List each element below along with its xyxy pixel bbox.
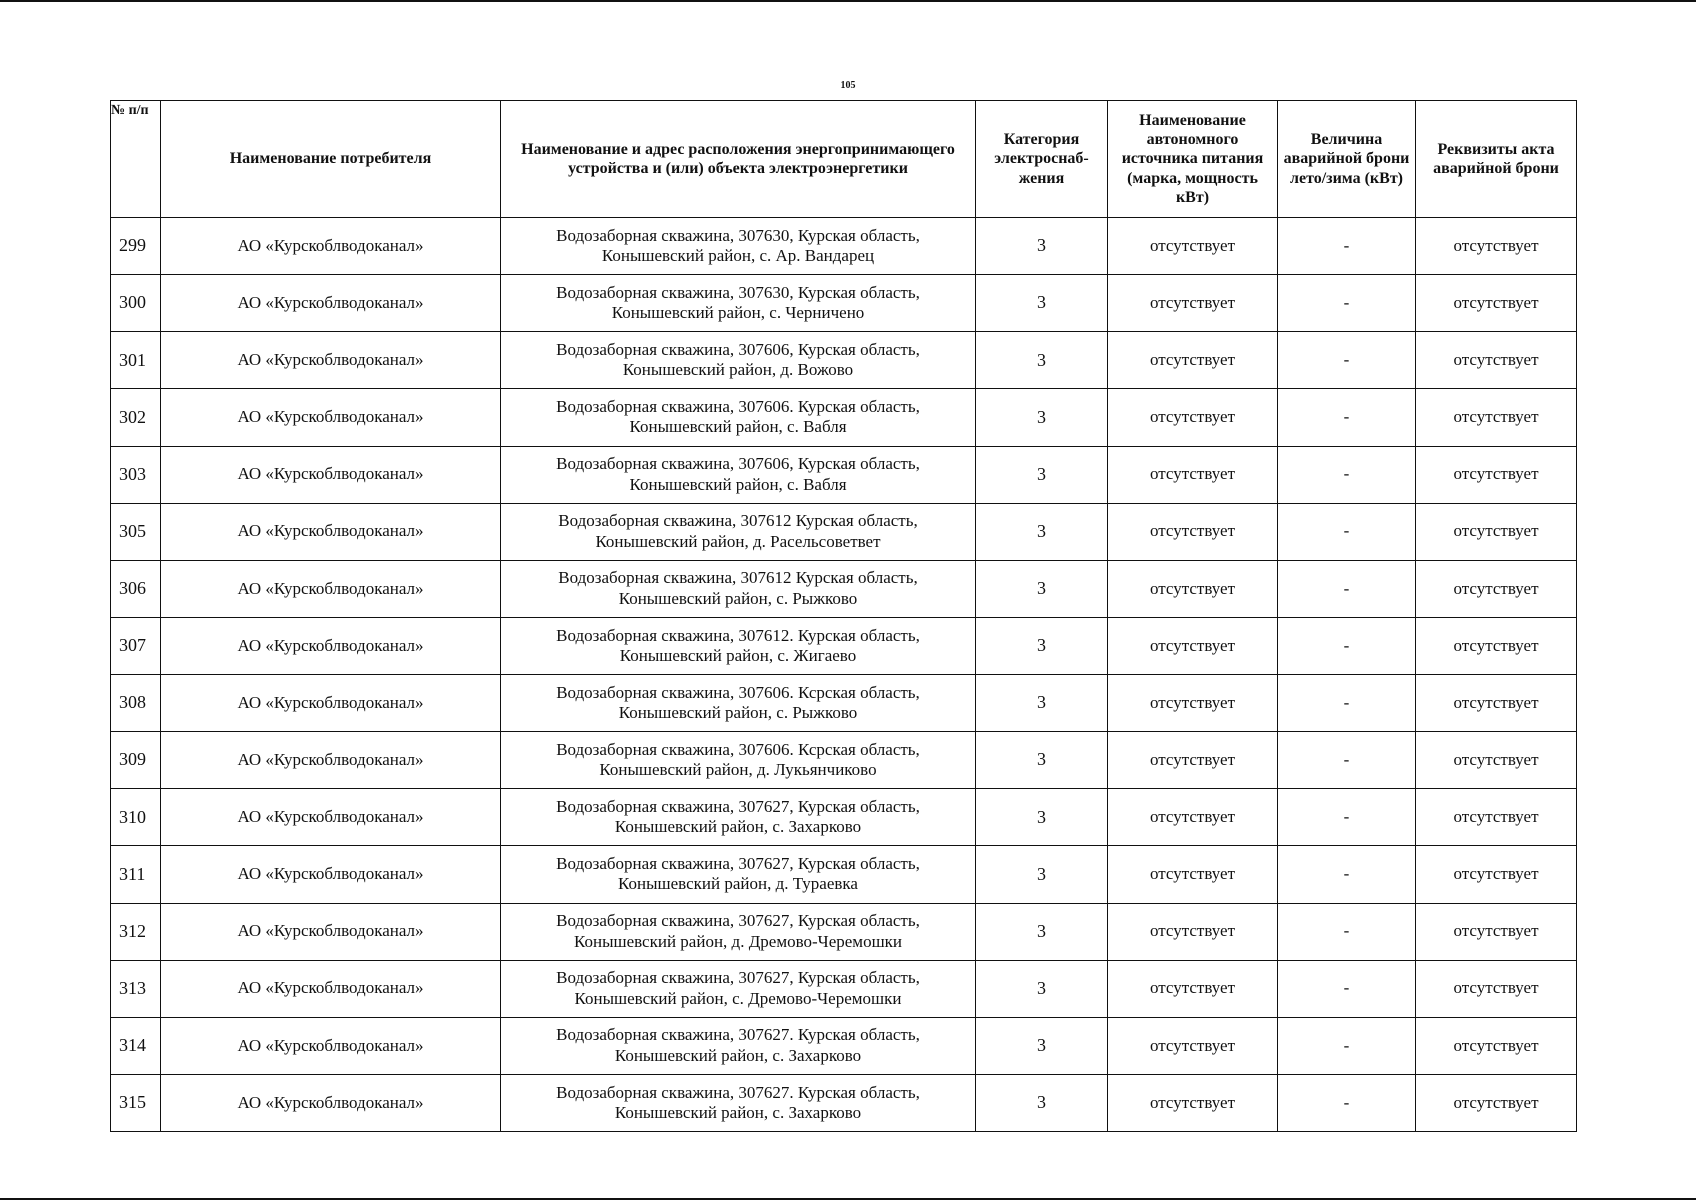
reserve-value-text: - bbox=[1343, 464, 1350, 484]
act-details-text: отсутствует bbox=[1453, 921, 1539, 941]
supply-category bbox=[976, 1074, 1108, 1131]
power-source-text: отсутствует bbox=[1149, 864, 1236, 884]
act-details bbox=[1416, 218, 1577, 275]
header-act-details: Реквизиты акта аварийной брони bbox=[1416, 101, 1577, 218]
table-header-row bbox=[111, 101, 1577, 218]
supply-category bbox=[976, 789, 1108, 846]
consumer-name bbox=[161, 617, 501, 674]
row-number-text: 311 bbox=[119, 863, 146, 884]
consumer-name-text: АО «Курскоблводоканал» bbox=[237, 350, 424, 370]
power-source bbox=[1108, 960, 1278, 1017]
power-source-text: отсутствует bbox=[1149, 1092, 1236, 1112]
power-source-text: отсутствует bbox=[1149, 807, 1236, 827]
object-address-text: Конышевский район, д. Тураевка bbox=[618, 874, 858, 894]
consumer-name-text: АО «Курскоблводоканал» bbox=[237, 864, 424, 884]
header-number: № п/п bbox=[111, 101, 161, 218]
power-source-text: отсутствует bbox=[1149, 978, 1236, 998]
object-address-text: Водозаборная скважина, 307627, Курская область, bbox=[556, 796, 920, 816]
supply-category bbox=[976, 903, 1108, 960]
power-source bbox=[1108, 560, 1278, 617]
act-details-text: отсутствует bbox=[1453, 1035, 1539, 1055]
row-number bbox=[111, 503, 161, 560]
act-details-text: отсутствует bbox=[1453, 864, 1539, 884]
reserve-value bbox=[1278, 789, 1416, 846]
object-address-text: Водозаборная скважина, 307627. Курская область, bbox=[556, 1025, 920, 1045]
supply-category bbox=[976, 218, 1108, 275]
header-category: Категория электроснаб-жения bbox=[976, 101, 1108, 218]
consumer-name-text: АО «Курскоблводоканал» bbox=[237, 807, 424, 827]
object-address-text: Водозаборная скважина, 307606. Ксрская область, bbox=[556, 682, 920, 702]
supply-category-text: 3 bbox=[1037, 1092, 1046, 1113]
supply-category-text: 3 bbox=[1037, 977, 1046, 998]
row-number-text: 309 bbox=[119, 749, 146, 770]
object-address-text: Конышевский район, с. Захарково bbox=[614, 1102, 862, 1122]
power-source bbox=[1108, 503, 1278, 560]
supply-category bbox=[976, 503, 1108, 560]
header-address: Наименование и адрес расположения энергопринимающего устройства и (или) объекта электроэнергетики bbox=[501, 101, 976, 218]
act-details bbox=[1416, 1074, 1577, 1131]
supply-category bbox=[976, 846, 1108, 903]
act-details bbox=[1416, 503, 1577, 560]
row-number bbox=[111, 789, 161, 846]
row-number-text: 301 bbox=[119, 349, 146, 370]
object-address-text: Водозаборная скважина, 307627, Курская область, bbox=[556, 854, 920, 874]
consumer-name bbox=[161, 389, 501, 446]
power-source-text: отсутствует bbox=[1149, 749, 1236, 769]
object-address-text: Конышевский район, с. Вабля bbox=[629, 474, 847, 494]
power-source-text: отсутствует bbox=[1149, 235, 1236, 255]
row-number-text: 308 bbox=[119, 692, 146, 713]
power-source bbox=[1108, 446, 1278, 503]
object-address bbox=[501, 446, 976, 503]
row-number-text: 299 bbox=[119, 235, 146, 256]
act-details-text: отсутствует bbox=[1453, 407, 1539, 427]
object-address-text: Водозаборная скважина, 307627, Курская область, bbox=[556, 911, 920, 931]
consumer-name-text: АО «Курскоблводоканал» bbox=[237, 921, 424, 941]
object-address-text: Конышевский район, с. Рыжково bbox=[618, 703, 858, 723]
row-number-text: 310 bbox=[119, 806, 146, 827]
consumer-name-text: АО «Курскоблводоканал» bbox=[237, 1092, 424, 1112]
object-address-text: Конышевский район, д. Вожово bbox=[622, 360, 854, 380]
reserve-value bbox=[1278, 675, 1416, 732]
row-number-text: 315 bbox=[119, 1092, 146, 1113]
reserve-value bbox=[1278, 503, 1416, 560]
row-number-text: 305 bbox=[119, 520, 146, 541]
consumer-name-text: АО «Курскоблводоканал» bbox=[237, 635, 424, 655]
supply-category-text: 3 bbox=[1037, 863, 1046, 884]
table-row bbox=[111, 446, 1577, 503]
consumer-name-text: АО «Курскоблводоканал» bbox=[237, 235, 424, 255]
reserve-value-text: - bbox=[1343, 864, 1350, 884]
act-details-text: отсутствует bbox=[1453, 464, 1539, 484]
object-address bbox=[501, 560, 976, 617]
object-address bbox=[501, 389, 976, 446]
object-address-text: Конышевский район, с. Вабля bbox=[629, 417, 847, 437]
consumer-name-text: АО «Курскоблводоканал» bbox=[237, 1035, 424, 1055]
row-number-text: 307 bbox=[119, 635, 146, 656]
supply-category bbox=[976, 332, 1108, 389]
power-source-text: отсутствует bbox=[1149, 521, 1236, 541]
table-row bbox=[111, 846, 1577, 903]
row-number-text: 300 bbox=[119, 292, 146, 313]
supply-category-text: 3 bbox=[1037, 463, 1046, 484]
object-address-text: Водозаборная скважина, 307612 Курская область, bbox=[558, 511, 918, 531]
supply-category bbox=[976, 446, 1108, 503]
row-number bbox=[111, 218, 161, 275]
object-address-text: Конышевский район, д. Лукьянчиково bbox=[599, 760, 877, 780]
supply-category-text: 3 bbox=[1037, 520, 1046, 541]
reserve-value-text: - bbox=[1343, 635, 1350, 655]
power-source bbox=[1108, 903, 1278, 960]
supply-category bbox=[976, 275, 1108, 332]
supply-category-text: 3 bbox=[1037, 749, 1046, 770]
act-details bbox=[1416, 789, 1577, 846]
act-details bbox=[1416, 332, 1577, 389]
object-address bbox=[501, 617, 976, 674]
supply-category-text: 3 bbox=[1037, 806, 1046, 827]
reserve-value-text: - bbox=[1343, 1092, 1350, 1112]
row-number bbox=[111, 1074, 161, 1131]
table-row bbox=[111, 1017, 1577, 1074]
object-address-text: Конышевский район, д. Расельсоветвет bbox=[595, 531, 881, 551]
row-number bbox=[111, 560, 161, 617]
consumer-name bbox=[161, 789, 501, 846]
object-address-text: Конышевский район, с. Черничено bbox=[611, 303, 865, 323]
row-number bbox=[111, 275, 161, 332]
row-number bbox=[111, 675, 161, 732]
object-address-text: Водозаборная скважина, 307606. Ксрская область, bbox=[556, 739, 920, 759]
power-source-text: отсутствует bbox=[1149, 1035, 1236, 1055]
table-row bbox=[111, 675, 1577, 732]
object-address bbox=[501, 903, 976, 960]
object-address bbox=[501, 846, 976, 903]
row-number-text: 312 bbox=[119, 920, 146, 941]
power-source bbox=[1108, 617, 1278, 674]
consumer-name bbox=[161, 446, 501, 503]
row-number bbox=[111, 846, 161, 903]
table-row bbox=[111, 789, 1577, 846]
reserve-value-text: - bbox=[1343, 292, 1350, 312]
act-details-text: отсутствует bbox=[1453, 521, 1539, 541]
object-address bbox=[501, 1074, 976, 1131]
power-source bbox=[1108, 275, 1278, 332]
consumer-name bbox=[161, 675, 501, 732]
act-details bbox=[1416, 275, 1577, 332]
supply-category-text: 3 bbox=[1037, 235, 1046, 256]
consumer-name-text: АО «Курскоблводоканал» bbox=[237, 521, 424, 541]
reserve-value bbox=[1278, 1017, 1416, 1074]
consumer-name-text: АО «Курскоблводоканал» bbox=[237, 978, 424, 998]
act-details-text: отсутствует bbox=[1453, 578, 1539, 598]
act-details bbox=[1416, 846, 1577, 903]
table-row bbox=[111, 903, 1577, 960]
object-address-text: Водозаборная скважина, 307606, Курская область, bbox=[556, 454, 920, 474]
supply-category bbox=[976, 675, 1108, 732]
consumer-name-text: АО «Курскоблводоканал» bbox=[237, 578, 424, 598]
reserve-value-text: - bbox=[1343, 692, 1350, 712]
object-address bbox=[501, 218, 976, 275]
row-number bbox=[111, 960, 161, 1017]
supply-category-text: 3 bbox=[1037, 1035, 1046, 1056]
consumer-name bbox=[161, 903, 501, 960]
power-source bbox=[1108, 789, 1278, 846]
object-address bbox=[501, 960, 976, 1017]
object-address-text: Конышевский район, с. Захарково bbox=[614, 817, 862, 837]
supply-category-text: 3 bbox=[1037, 692, 1046, 713]
reserve-value bbox=[1278, 617, 1416, 674]
power-source-text: отсутствует bbox=[1149, 692, 1236, 712]
act-details-text: отсутствует bbox=[1453, 807, 1539, 827]
reserve-value-text: - bbox=[1343, 350, 1350, 370]
supply-category bbox=[976, 389, 1108, 446]
object-address-text: Водозаборная скважина, 307612 Курская область, bbox=[558, 568, 918, 588]
object-address bbox=[501, 275, 976, 332]
power-source bbox=[1108, 1017, 1278, 1074]
object-address-text: Водозаборная скважина, 307627. Курская область, bbox=[556, 1082, 920, 1102]
power-source bbox=[1108, 675, 1278, 732]
reserve-value-text: - bbox=[1343, 235, 1350, 255]
act-details bbox=[1416, 560, 1577, 617]
consumer-name-text: АО «Курскоблводоканал» bbox=[237, 407, 424, 427]
table-row bbox=[111, 503, 1577, 560]
consumer-name-text: АО «Курскоблводоканал» bbox=[237, 749, 424, 769]
object-address bbox=[501, 1017, 976, 1074]
power-source bbox=[1108, 846, 1278, 903]
consumer-name bbox=[161, 846, 501, 903]
row-number-text: 314 bbox=[119, 1035, 146, 1056]
row-number bbox=[111, 389, 161, 446]
reserve-value bbox=[1278, 332, 1416, 389]
reserve-value bbox=[1278, 732, 1416, 789]
act-details-text: отсутствует bbox=[1453, 692, 1539, 712]
reserve-value bbox=[1278, 560, 1416, 617]
row-number bbox=[111, 1017, 161, 1074]
act-details-text: отсутствует bbox=[1453, 1092, 1539, 1112]
reserve-value bbox=[1278, 446, 1416, 503]
object-address-text: Водозаборная скважина, 307606. Курская область, bbox=[556, 397, 920, 417]
reserve-value-text: - bbox=[1343, 521, 1350, 541]
supply-category-text: 3 bbox=[1037, 920, 1046, 941]
power-source-text: отсутствует bbox=[1149, 578, 1236, 598]
table-row bbox=[111, 218, 1577, 275]
table-row bbox=[111, 560, 1577, 617]
object-address-text: Водозаборная скважина, 307612. Курская область, bbox=[556, 625, 920, 645]
object-address-text: Водозаборная скважина, 307606, Курская область, bbox=[556, 339, 920, 359]
header-reserve-value: Величина аварийной брони лето/зима (кВт) bbox=[1278, 101, 1416, 218]
power-source-text: отсутствует bbox=[1149, 350, 1236, 370]
supply-category bbox=[976, 960, 1108, 1017]
act-details bbox=[1416, 617, 1577, 674]
object-address-text: Конышевский район, д. Дремово-Черемошки bbox=[573, 931, 903, 951]
consumer-name bbox=[161, 332, 501, 389]
act-details bbox=[1416, 675, 1577, 732]
act-details-text: отсутствует bbox=[1453, 749, 1539, 769]
power-source-text: отсутствует bbox=[1149, 921, 1236, 941]
supply-category bbox=[976, 560, 1108, 617]
header-power-source: Наименование автономного источника питания (марка, мощность кВт) bbox=[1108, 101, 1278, 218]
consumer-name-text: АО «Курскоблводоканал» bbox=[237, 292, 424, 312]
consumer-name bbox=[161, 503, 501, 560]
reserve-value bbox=[1278, 275, 1416, 332]
object-address-text: Конышевский район, с. Дремово-Черемошки bbox=[574, 988, 902, 1008]
supply-category-text: 3 bbox=[1037, 349, 1046, 370]
reserve-value-text: - bbox=[1343, 978, 1350, 998]
act-details-text: отсутствует bbox=[1453, 978, 1539, 998]
object-address-text: Водозаборная скважина, 307630, Курская область, bbox=[556, 282, 920, 302]
supply-category-text: 3 bbox=[1037, 578, 1046, 599]
row-number bbox=[111, 617, 161, 674]
reserve-value-text: - bbox=[1343, 749, 1350, 769]
row-number-text: 306 bbox=[119, 578, 146, 599]
object-address bbox=[501, 675, 976, 732]
object-address bbox=[501, 503, 976, 560]
supply-category bbox=[976, 1017, 1108, 1074]
emergency-reserve-table bbox=[110, 100, 1577, 1132]
object-address-text: Водозаборная скважина, 307630, Курская область, bbox=[556, 225, 920, 245]
consumer-name bbox=[161, 560, 501, 617]
act-details-text: отсутствует bbox=[1453, 635, 1539, 655]
row-number bbox=[111, 332, 161, 389]
object-address-text: Конышевский район, с. Ар. Вандарец bbox=[601, 246, 875, 266]
reserve-value bbox=[1278, 903, 1416, 960]
table-body bbox=[111, 218, 1577, 1132]
reserve-value-text: - bbox=[1343, 578, 1350, 598]
supply-category-text: 3 bbox=[1037, 635, 1046, 656]
object-address-text: Конышевский район, с. Жигаево bbox=[619, 645, 857, 665]
reserve-value bbox=[1278, 389, 1416, 446]
power-source-text: отсутствует bbox=[1149, 292, 1236, 312]
consumer-name-text: АО «Курскоблводоканал» bbox=[237, 692, 424, 712]
power-source bbox=[1108, 218, 1278, 275]
power-source bbox=[1108, 389, 1278, 446]
supply-category bbox=[976, 617, 1108, 674]
act-details bbox=[1416, 960, 1577, 1017]
object-address bbox=[501, 732, 976, 789]
table-row bbox=[111, 732, 1577, 789]
table-row bbox=[111, 275, 1577, 332]
row-number bbox=[111, 732, 161, 789]
table-row bbox=[111, 389, 1577, 446]
consumer-name bbox=[161, 732, 501, 789]
consumer-name bbox=[161, 960, 501, 1017]
consumer-name bbox=[161, 275, 501, 332]
header-consumer: Наименование потребителя bbox=[161, 101, 501, 218]
table-row bbox=[111, 1074, 1577, 1131]
reserve-value bbox=[1278, 846, 1416, 903]
act-details-text: отсутствует bbox=[1453, 350, 1539, 370]
act-details bbox=[1416, 1017, 1577, 1074]
reserve-value bbox=[1278, 960, 1416, 1017]
power-source-text: отсутствует bbox=[1149, 635, 1236, 655]
reserve-value-text: - bbox=[1343, 1035, 1350, 1055]
object-address bbox=[501, 332, 976, 389]
page-top-border bbox=[0, 0, 1696, 2]
row-number-text: 303 bbox=[119, 463, 146, 484]
reserve-value-text: - bbox=[1343, 807, 1350, 827]
consumer-name bbox=[161, 1017, 501, 1074]
act-details bbox=[1416, 446, 1577, 503]
object-address-text: Конышевский район, с. Рыжково bbox=[618, 588, 858, 608]
object-address-text: Водозаборная скважина, 307627, Курская область, bbox=[556, 968, 920, 988]
power-source bbox=[1108, 1074, 1278, 1131]
page-number: 105 bbox=[840, 80, 856, 91]
table-row bbox=[111, 960, 1577, 1017]
object-address-text: Конышевский район, с. Захарково bbox=[614, 1045, 862, 1065]
supply-category-text: 3 bbox=[1037, 406, 1046, 427]
consumer-name bbox=[161, 218, 501, 275]
reserve-value bbox=[1278, 218, 1416, 275]
row-number bbox=[111, 446, 161, 503]
consumer-name-text: АО «Курскоблводоканал» bbox=[237, 464, 424, 484]
act-details-text: отсутствует bbox=[1453, 292, 1539, 312]
reserve-value bbox=[1278, 1074, 1416, 1131]
power-source bbox=[1108, 732, 1278, 789]
reserve-value-text: - bbox=[1343, 921, 1350, 941]
supply-category bbox=[976, 732, 1108, 789]
reserve-value-text: - bbox=[1343, 407, 1350, 427]
power-source bbox=[1108, 332, 1278, 389]
row-number bbox=[111, 903, 161, 960]
table-row bbox=[111, 617, 1577, 674]
consumer-name bbox=[161, 1074, 501, 1131]
row-number-text: 302 bbox=[119, 406, 146, 427]
power-source-text: отсутствует bbox=[1149, 464, 1236, 484]
row-number-text: 313 bbox=[119, 977, 146, 998]
table-row bbox=[111, 332, 1577, 389]
supply-category-text: 3 bbox=[1037, 292, 1046, 313]
act-details bbox=[1416, 732, 1577, 789]
act-details bbox=[1416, 389, 1577, 446]
act-details-text: отсутствует bbox=[1453, 235, 1539, 255]
act-details bbox=[1416, 903, 1577, 960]
object-address bbox=[501, 789, 976, 846]
power-source-text: отсутствует bbox=[1149, 407, 1236, 427]
